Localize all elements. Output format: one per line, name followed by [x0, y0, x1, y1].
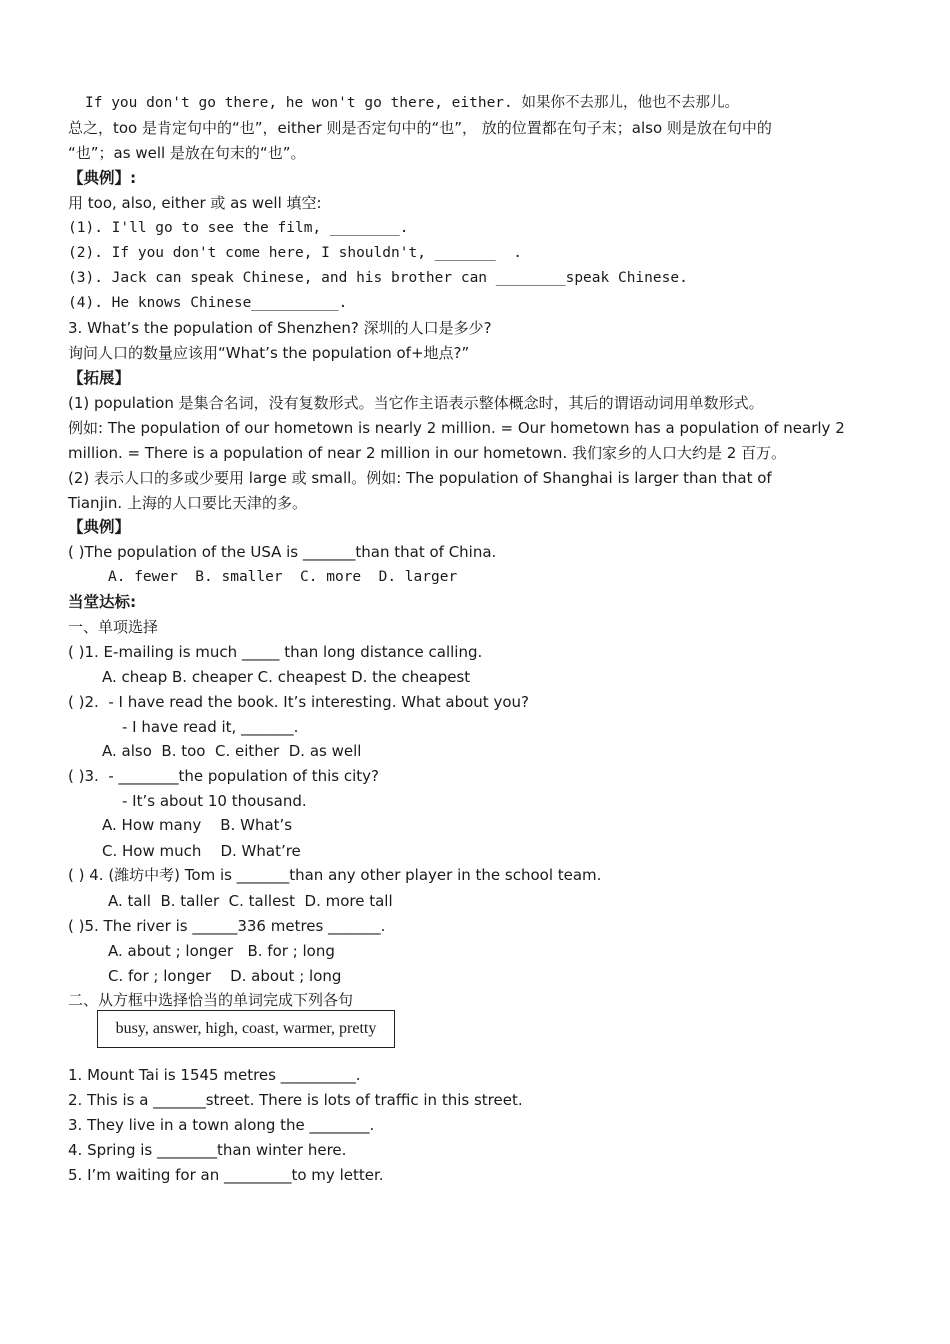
text-line: 4. Spring is ________than winter here. [68, 1141, 347, 1159]
text-line: If you don't go there, he won't go there, either. 如果你不去那儿，他也不去那儿。 [85, 95, 739, 111]
text-line: ( )2. - I have read the book. It’s interesting. What about you? [68, 693, 529, 711]
text-line: 1. Mount Tai is 1545 metres __________. [68, 1066, 361, 1084]
text-line: ( )5. The river is ______336 metres _______. [68, 917, 386, 935]
text-line: 【典例】: [68, 169, 137, 187]
text-line: Tianjin. 上海的人口要比天津的多。 [68, 494, 307, 512]
text-line: (1) population 是集合名词，没有复数形式。当它作主语表示整体概念时，其后的谓语动词用单数形式。 [68, 394, 764, 412]
text-line: ( )The population of the USA is _______than that of China. [68, 543, 497, 561]
text-line: ( )3. - ________the population of this city? [68, 767, 379, 785]
text-line: (3). Jack can speak Chinese, and his brother can ________speak Chinese. [68, 270, 688, 286]
text-line: C. How much D. What’re [102, 842, 301, 860]
text-line: A. fewer B. smaller C. more D. larger [108, 569, 458, 585]
text-line: 2. This is a _______street. There is lots of traffic in this street. [68, 1091, 523, 1109]
text-line: A. tall B. taller C. tallest D. more tall [108, 892, 393, 910]
text-line: A. also B. too C. either D. as well [102, 742, 362, 760]
text-line: 3. They live in a town along the ________. [68, 1116, 375, 1134]
text-line: A. about ; longer B. for ; long [108, 942, 335, 960]
text-line: ( ) 4. (潍坊中考) Tom is _______than any other player in the school team. [68, 866, 602, 884]
text-line: million. = There is a population of near 2 million in our hometown. 我们家乡的人口大约是 2 百万。 [68, 444, 787, 462]
text-line: (2). If you don't come here, I shouldn't, _______ . [68, 245, 522, 261]
text-line: (4). He knows Chinese__________. [68, 295, 348, 311]
text-line: ( )1. E-mailing is much _____ than long distance calling. [68, 643, 483, 661]
text-line: C. for ; longer D. about ; long [108, 967, 342, 985]
text-line: 总之，too 是肯定句中的“也”，either 则是否定句中的“也”， 放的位置都在句子末；also 则是放在句中的 [68, 119, 772, 137]
text-line: 【拓展】 [68, 369, 131, 387]
text-line: 一、单项选择 [68, 618, 159, 636]
text-line: 用 too, also, either 或 as well 填空: [68, 194, 322, 212]
text-line: 【典例】 [68, 518, 131, 536]
text-line: - It’s about 10 thousand. [122, 792, 307, 810]
text-line: (2) 表示人口的多或少要用 large 或 small。例如: The population of Shanghai is larger than that of [68, 469, 772, 487]
text-line: 询问人口的数量应该用“What’s the population of+地点?” [68, 344, 470, 362]
text-line: (1). I'll go to see the film, ________. [68, 220, 409, 236]
word-box-text: busy, answer, high, coast, warmer, pretty [115, 1020, 377, 1037]
text-line: 二、从方框中选择恰当的单词完成下列各句 [68, 991, 354, 1009]
text-line: 例如: The population of our hometown is nearly 2 million. = Our hometown has a population of nearly 2 [68, 419, 845, 437]
word-box [97, 1010, 395, 1048]
text-line: A. How many B. What’s [102, 816, 293, 834]
text-line: - I have read it, _______. [122, 718, 299, 736]
text-line: 3. What’s the population of Shenzhen? 深圳的人口是多少? [68, 319, 492, 337]
text-line: “也”；as well 是放在句末的“也”。 [68, 144, 306, 162]
text-line: 当堂达标: [68, 593, 137, 611]
text-line: A. cheap B. cheaper C. cheapest D. the cheapest [102, 668, 471, 686]
text-line: 5. I’m waiting for an _________to my letter. [68, 1166, 384, 1184]
